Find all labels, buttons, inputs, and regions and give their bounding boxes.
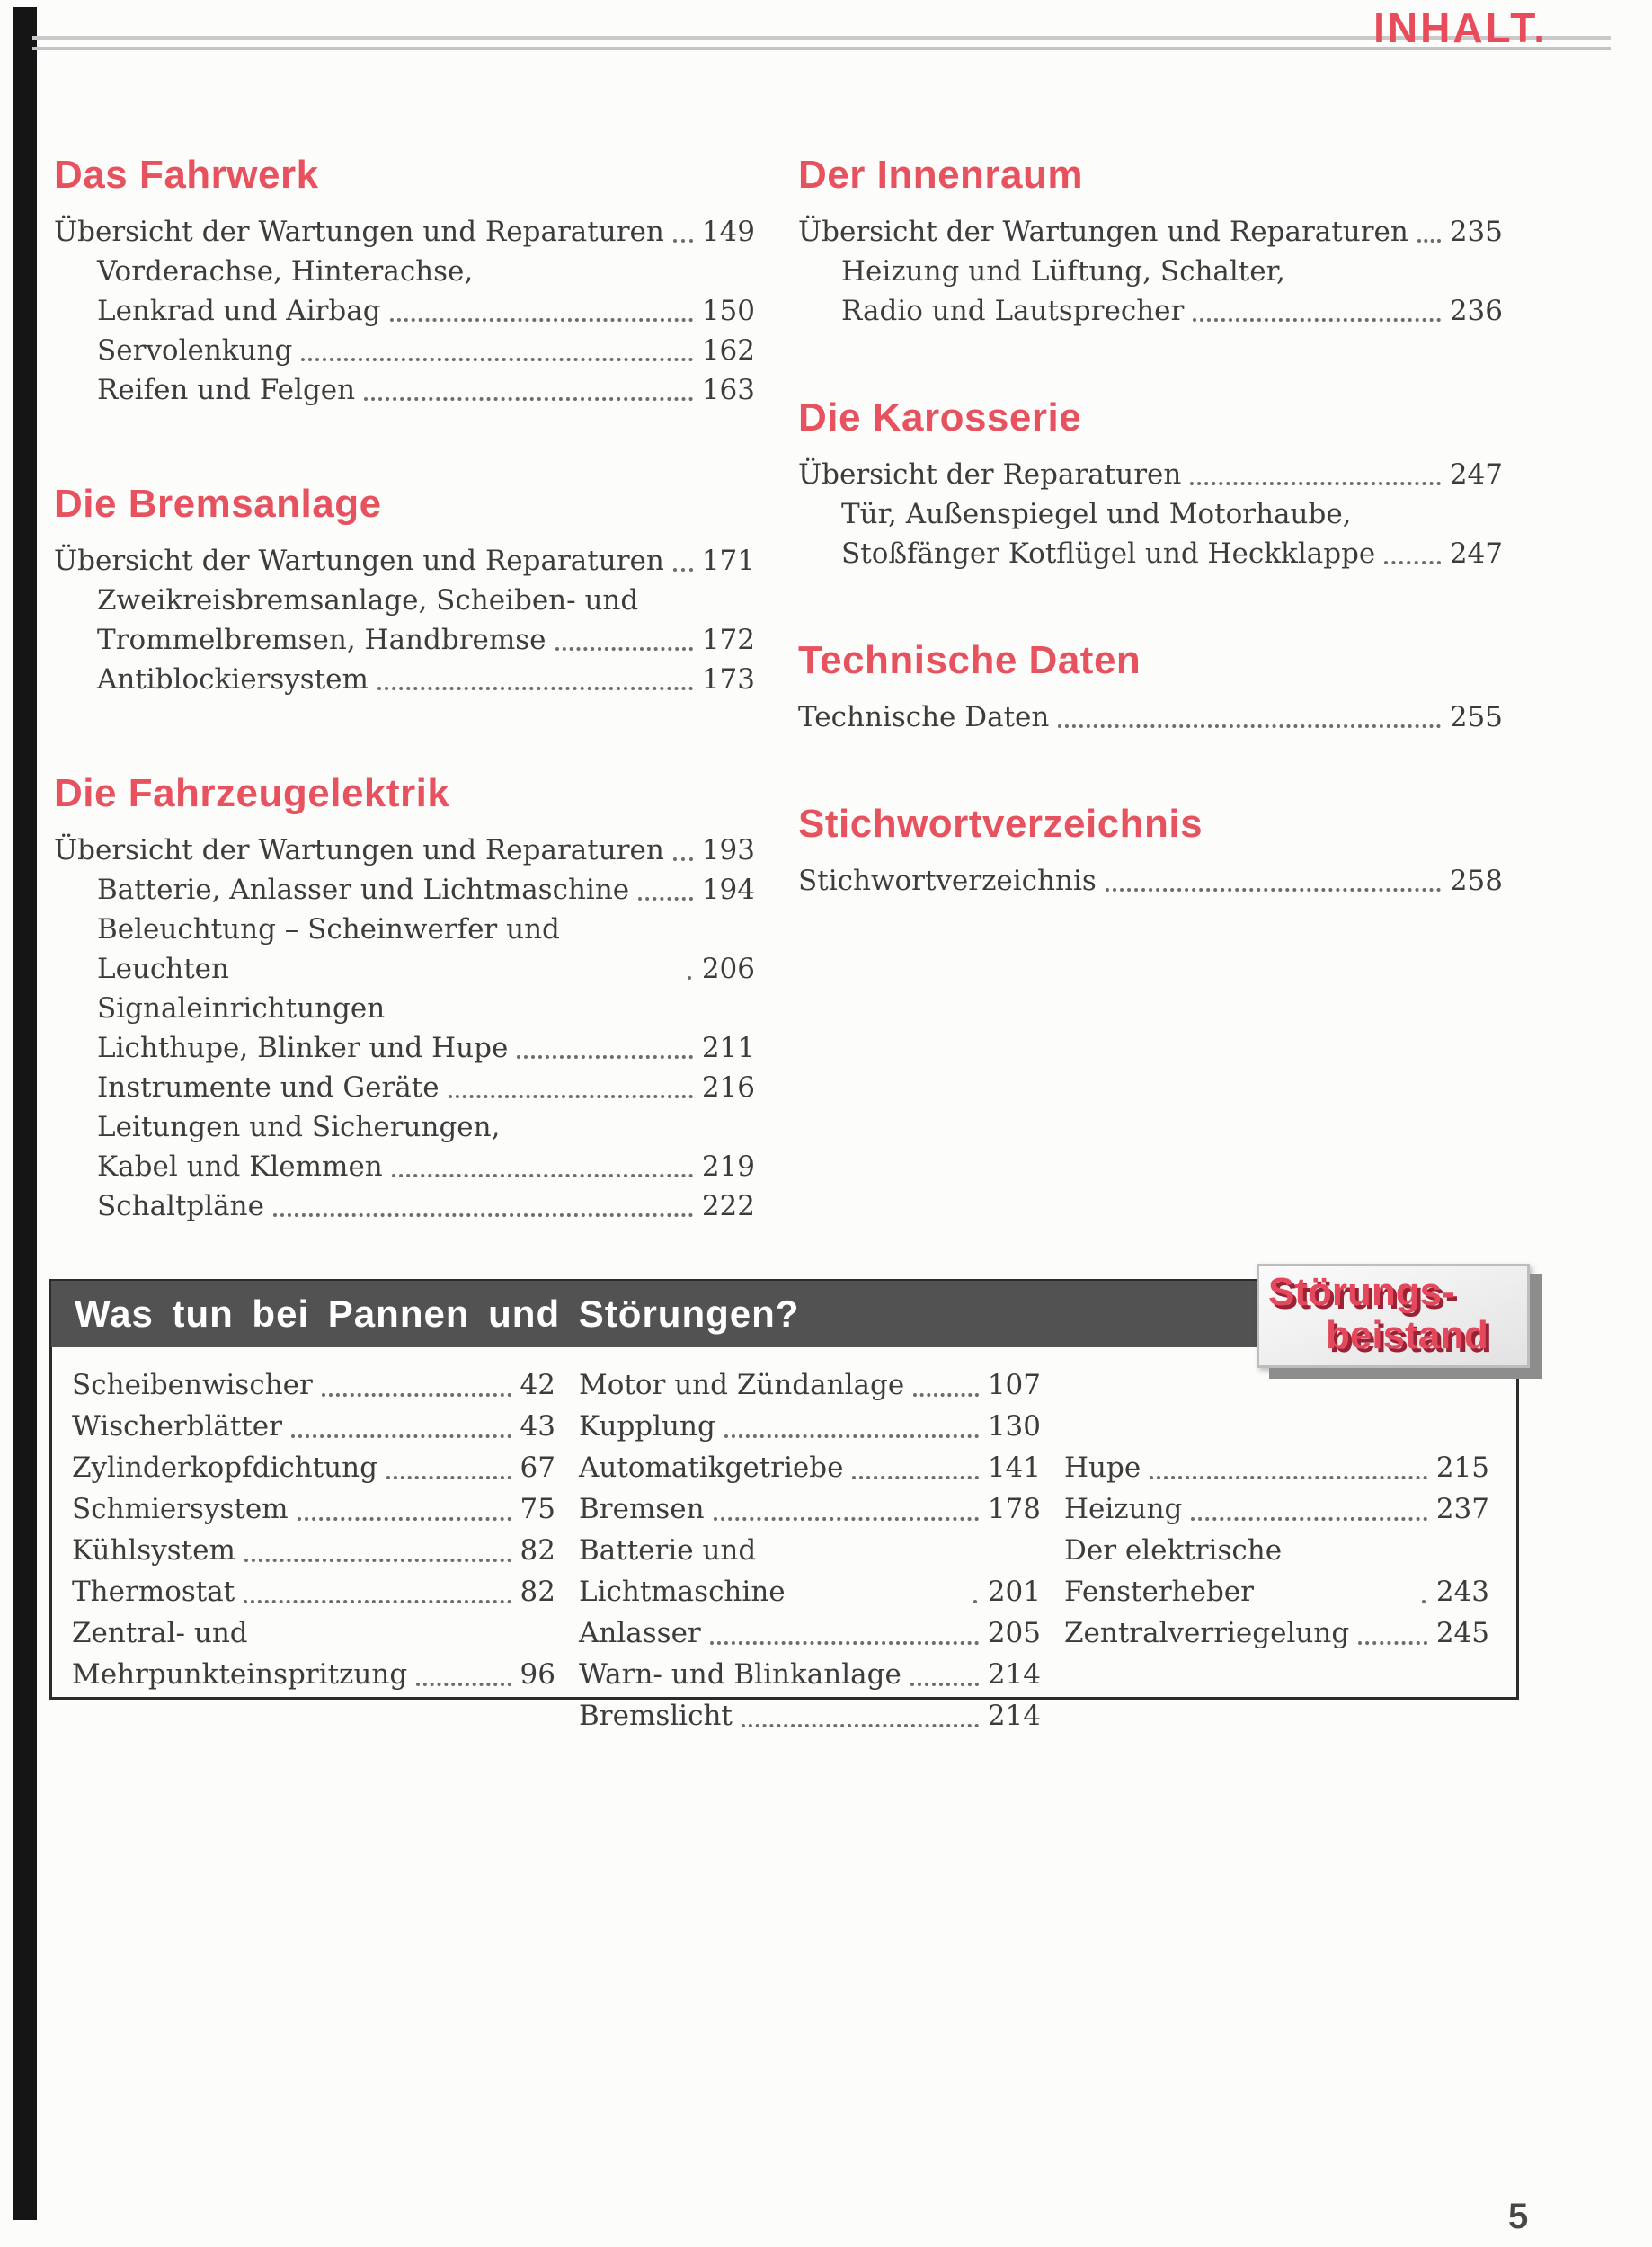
entry-label: Warn- und Blinkanlage	[579, 1658, 901, 1691]
entry-page-number: 215	[1435, 1452, 1489, 1484]
entry-label: Stoßfänger Kotflügel und Heckklappe	[841, 537, 1376, 570]
entry-page-number: 150	[701, 295, 755, 327]
toc-entry	[798, 291, 1503, 331]
toc-section	[54, 771, 755, 1226]
troubleshooting-entry	[1064, 1447, 1489, 1488]
entry-page-number: 194	[701, 874, 755, 906]
troubleshooting-entry	[1064, 1530, 1489, 1612]
troubleshooting-entry	[72, 1447, 555, 1488]
dot-leader	[1358, 1641, 1427, 1645]
entry-label: Schaltpläne	[97, 1190, 264, 1222]
dot-leader	[555, 647, 693, 651]
troubleshooting-title: Was tun bei Pannen und Störungen?	[75, 1292, 800, 1335]
entry-page-number: 214	[987, 1658, 1041, 1691]
entry-label: Der elektrische Fensterheber	[1064, 1534, 1291, 1608]
section-title: Die Bremsanlage	[54, 482, 382, 526]
troubleshooting-entry	[72, 1571, 555, 1612]
toc-entry	[54, 541, 755, 581]
toc-entry	[54, 910, 755, 989]
toc-entry	[798, 697, 1503, 737]
page-title: INHALT.	[1373, 4, 1548, 51]
dot-leader	[1417, 239, 1441, 243]
entry-page-number: 219	[701, 1150, 755, 1183]
entry-label: Automatikgetriebe	[579, 1452, 844, 1484]
dot-leader	[301, 358, 692, 361]
entry-page-number: 247	[1449, 537, 1503, 570]
entry-page-number: 237	[1435, 1493, 1489, 1525]
troubleshooting-entry	[72, 1612, 555, 1654]
toc-entry	[798, 494, 1503, 534]
troubleshooting-columns	[52, 1348, 1516, 1732]
entry-label: Zweikreisbremsanlage, Scheiben- und	[97, 584, 639, 617]
entry-label: Bremslicht	[579, 1700, 733, 1732]
dot-leader	[517, 1055, 693, 1059]
entry-label: Antiblockiersystem	[97, 663, 369, 696]
entry-label: Tür, Außenspiegel und Motorhaube,	[841, 498, 1352, 530]
troubleshooting-column	[1064, 1447, 1489, 1697]
toc-entry	[54, 1028, 755, 1068]
dot-leader	[1106, 888, 1441, 892]
troubleshooting-entry	[72, 1654, 555, 1695]
left-margin-bar	[13, 7, 37, 2220]
entry-page-number: 171	[701, 545, 755, 577]
dot-leader	[1193, 318, 1440, 322]
entry-label: Mehrpunkteinspritzung	[72, 1658, 408, 1691]
stoerungsbeistand-badge	[1257, 1264, 1530, 1368]
entry-page-number: 107	[987, 1369, 1041, 1401]
section-title: Der Innenraum	[798, 153, 1084, 197]
troubleshooting-entry	[579, 1530, 1041, 1612]
entry-label: Batterie und Lichtmaschine	[579, 1534, 786, 1608]
entry-page-number: 193	[701, 834, 755, 866]
dot-leader	[1384, 561, 1441, 564]
dot-leader	[1150, 1476, 1427, 1479]
troubleshooting-entry	[579, 1695, 1041, 1736]
section-title: Die Karosserie	[798, 395, 1082, 440]
entry-page-number: 247	[1449, 458, 1503, 491]
toc-entry	[54, 660, 755, 699]
toc-section	[54, 153, 755, 410]
entry-label: Scheibenwischer	[72, 1369, 313, 1401]
entry-label: Übersicht der Wartungen und Reparaturen	[54, 216, 664, 248]
entry-label: Kupplung	[579, 1410, 715, 1443]
entry-label: Thermostat	[72, 1576, 235, 1608]
toc-entry	[54, 870, 755, 910]
dot-leader	[913, 1393, 979, 1397]
section-title: Technische Daten	[798, 638, 1141, 682]
dot-leader	[244, 1600, 511, 1603]
toc-right-column	[798, 153, 1503, 965]
entry-page-number: 82	[520, 1534, 555, 1567]
entry-page-number: 236	[1449, 295, 1503, 327]
toc-entry	[54, 1186, 755, 1226]
troubleshooting-entry	[579, 1406, 1041, 1447]
entry-page-number: 67	[520, 1452, 555, 1484]
dot-leader	[1422, 1600, 1427, 1603]
toc-entry	[54, 620, 755, 660]
entry-label: Leitungen und Sicherungen,	[97, 1111, 501, 1143]
entry-page-number: 205	[987, 1617, 1041, 1649]
toc-entry	[54, 830, 755, 870]
entry-label: Servolenkung	[97, 334, 293, 367]
toc-section	[798, 638, 1503, 737]
dot-leader	[392, 1174, 693, 1177]
troubleshooting-entry	[72, 1406, 555, 1447]
dot-leader	[673, 239, 693, 243]
dot-leader	[673, 857, 693, 861]
entry-label: Lenkrad und Airbag	[97, 295, 381, 327]
entry-label: Übersicht der Wartungen und Reparaturen	[54, 545, 664, 577]
entry-label: Instrumente und Geräte	[97, 1071, 440, 1104]
entry-label: Technische Daten	[798, 701, 1050, 733]
dot-leader	[291, 1434, 511, 1438]
toc-entry	[798, 534, 1503, 573]
troubleshooting-entry	[1064, 1488, 1489, 1530]
troubleshooting-column	[579, 1364, 1041, 1732]
dot-leader	[710, 1641, 979, 1645]
entry-label: Trommelbremsen, Handbremse	[97, 624, 546, 656]
entry-page-number: 141	[987, 1452, 1041, 1484]
entry-label: Radio und Lautsprecher	[841, 295, 1185, 327]
troubleshooting-entry	[1064, 1612, 1489, 1654]
section-title: Das Fahrwerk	[54, 153, 319, 197]
toc-entry	[54, 581, 755, 620]
troubleshooting-entry	[579, 1488, 1041, 1530]
entry-label: Schmiersystem	[72, 1493, 289, 1525]
entry-label: Übersicht der Wartungen und Reparaturen	[54, 834, 664, 866]
entry-page-number: 82	[520, 1576, 555, 1608]
dot-leader	[638, 897, 693, 901]
dot-leader	[688, 976, 693, 980]
dot-leader	[724, 1434, 979, 1438]
entry-label: Zylinderkopfdichtung	[72, 1452, 377, 1484]
toc-entry	[54, 212, 755, 252]
entry-label: Motor und Zündanlage	[579, 1369, 905, 1401]
dot-leader	[364, 397, 693, 401]
dot-leader	[1191, 1517, 1426, 1521]
dot-leader	[449, 1095, 693, 1098]
toc-section	[798, 802, 1503, 901]
entry-page-number: 235	[1449, 216, 1503, 248]
entry-label: Zentralverriegelung	[1064, 1617, 1350, 1649]
dot-leader	[1190, 482, 1441, 485]
entry-page-number: 163	[701, 374, 755, 406]
troubleshooting-entry	[72, 1364, 555, 1406]
entry-label: Wischerblätter	[72, 1410, 282, 1443]
dot-leader	[386, 1476, 511, 1479]
page-number: 5	[1508, 2197, 1529, 2236]
dot-leader	[322, 1393, 511, 1397]
entry-page-number: 258	[1449, 865, 1503, 897]
dot-leader	[852, 1476, 978, 1479]
entry-page-number: 173	[701, 663, 755, 696]
entry-page-number: 178	[987, 1493, 1041, 1525]
entry-page-number: 172	[701, 624, 755, 656]
toc-entry	[798, 252, 1503, 291]
dot-leader	[910, 1683, 979, 1686]
entry-page-number: 206	[701, 953, 755, 985]
entry-label: Übersicht der Reparaturen	[798, 458, 1182, 491]
toc-left-column	[54, 153, 755, 1298]
entry-label: Zentral- und	[72, 1617, 248, 1649]
dot-leader	[1058, 724, 1440, 728]
entry-label: Heizung und Lüftung, Schalter,	[841, 255, 1285, 288]
dot-leader	[273, 1213, 693, 1217]
entry-label: Kabel und Klemmen	[97, 1150, 383, 1183]
toc-entry	[54, 989, 755, 1028]
entry-label: Vorderachse, Hinterachse,	[97, 255, 474, 288]
entry-page-number: 43	[520, 1410, 555, 1443]
dot-leader	[298, 1517, 511, 1521]
entry-page-number: 149	[701, 216, 755, 248]
entry-page-number: 162	[701, 334, 755, 367]
section-title: Stichwortverzeichnis	[798, 802, 1203, 846]
toc-entry	[54, 1147, 755, 1186]
section-title: Die Fahrzeugelektrik	[54, 771, 450, 815]
troubleshooting-entry	[579, 1612, 1041, 1654]
entry-page-number: 214	[987, 1700, 1041, 1732]
entry-page-number: 222	[701, 1190, 755, 1222]
entry-label: Batterie, Anlasser und Lichtmaschine	[97, 874, 630, 906]
entry-label: Übersicht der Wartungen und Reparaturen	[798, 216, 1408, 248]
toc-entry	[798, 455, 1503, 494]
entry-page-number: 245	[1435, 1617, 1489, 1649]
entry-page-number: 42	[520, 1369, 555, 1401]
troubleshooting-entry	[579, 1654, 1041, 1695]
entry-label: Reifen und Felgen	[97, 374, 356, 406]
dot-leader	[673, 568, 693, 572]
entry-page-number: 216	[701, 1071, 755, 1104]
entry-page-number: 201	[987, 1576, 1041, 1608]
toc-section	[798, 395, 1503, 573]
dot-leader	[390, 318, 693, 322]
toc-entry	[54, 252, 755, 291]
entry-label: Kühlsystem	[72, 1534, 235, 1567]
entry-label: Stichwortverzeichnis	[798, 865, 1097, 897]
entry-page-number: 96	[520, 1658, 555, 1691]
toc-entry	[798, 212, 1503, 252]
toc-section	[798, 153, 1503, 331]
entry-label: Heizung	[1064, 1493, 1183, 1525]
dot-leader	[714, 1517, 979, 1521]
dot-leader	[973, 1600, 979, 1603]
troubleshooting-box	[49, 1270, 1519, 1732]
entry-page-number: 255	[1449, 701, 1503, 733]
toc-section	[54, 482, 755, 699]
entry-page-number: 211	[701, 1032, 755, 1064]
toc-entry	[54, 1107, 755, 1147]
dot-leader	[416, 1683, 511, 1686]
troubleshooting-column	[72, 1364, 555, 1697]
entry-label: Lichthupe, Blinker und Hupe	[97, 1032, 509, 1064]
troubleshooting-header-bar	[51, 1281, 1259, 1347]
troubleshooting-entry	[72, 1488, 555, 1530]
troubleshooting-entry	[72, 1530, 555, 1571]
toc-entry	[54, 1068, 755, 1107]
toc-entry	[54, 331, 755, 370]
entry-page-number: 243	[1435, 1576, 1489, 1608]
entry-label: Anlasser	[579, 1617, 701, 1649]
entry-label: Beleuchtung – Scheinwerfer und Leuchten	[97, 913, 569, 985]
entry-label: Bremsen	[579, 1493, 705, 1525]
toc-entry	[54, 291, 755, 331]
dot-leader	[377, 687, 693, 690]
entry-page-number: 75	[520, 1493, 555, 1525]
badge-text-line1: Störungs-	[1268, 1270, 1455, 1314]
toc-entry	[798, 861, 1503, 901]
toc-entry	[54, 370, 755, 410]
dot-leader	[244, 1559, 511, 1562]
troubleshooting-entry	[579, 1364, 1041, 1406]
entry-page-number: 130	[987, 1410, 1041, 1443]
troubleshooting-entry	[579, 1447, 1041, 1488]
dot-leader	[742, 1724, 979, 1727]
entry-label: Signaleinrichtungen	[97, 992, 386, 1025]
entry-label: Hupe	[1064, 1452, 1141, 1484]
badge-text-line2: beistand	[1326, 1313, 1488, 1357]
